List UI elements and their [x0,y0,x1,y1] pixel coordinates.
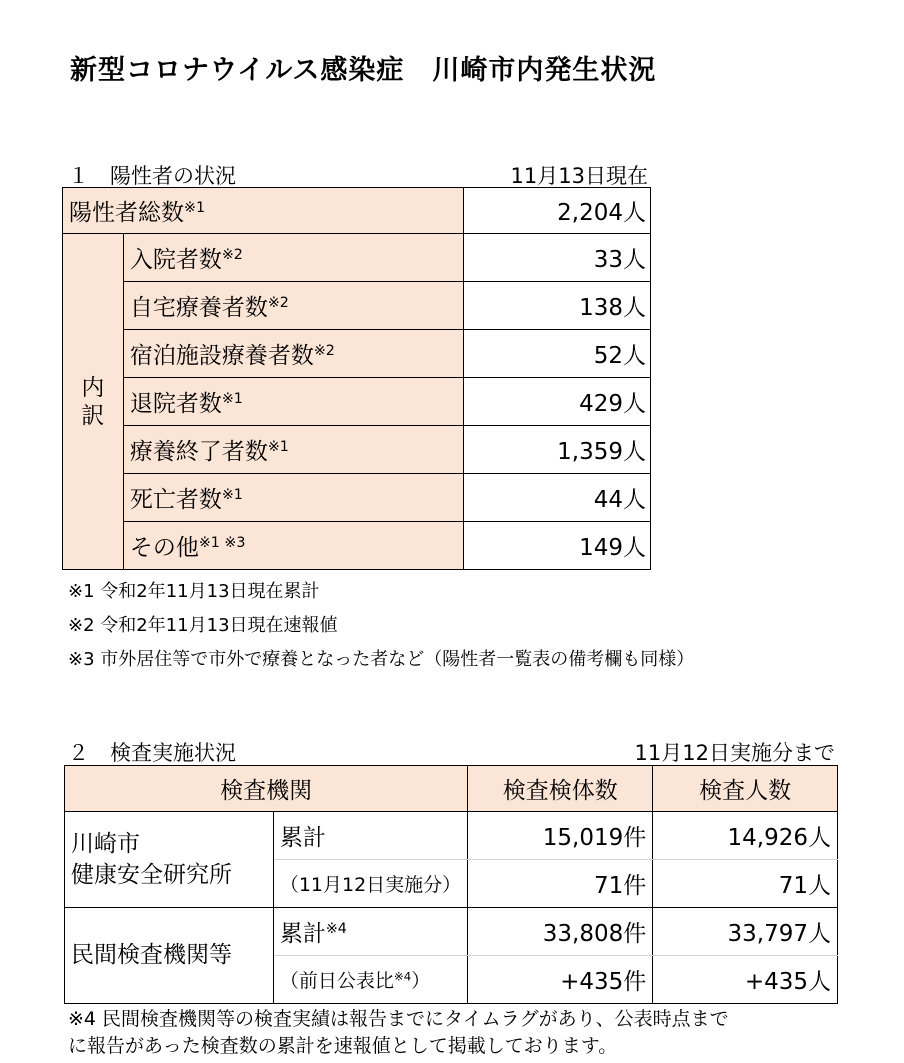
row-label: （前日公表比 [279,970,394,992]
section1-heading-text: １ 陽性者の状況 [68,164,236,188]
total-row [63,188,651,234]
section2-as-of: 11月12日実施分まで [634,741,835,765]
row-label: 累計 [279,921,326,947]
row-value: 429人 [464,378,651,426]
row-label: 自宅療養者数 [129,295,268,321]
people-value: +435人 [653,956,838,1004]
row-label-cell [273,812,467,860]
section1-as-of: 11月13日現在 [510,164,648,188]
header-samples: 検査検体数 [468,766,653,812]
note-4-line: に報告があった検査数の累計を速報値として掲載しております。 [68,1035,618,1057]
row-label: 退院者数 [129,391,222,417]
table-row [65,812,838,860]
row-mark: ※2 [221,247,243,264]
testing-table [64,765,838,1004]
positive-status-table [62,187,651,570]
samples-value: 15,019件 [468,812,653,860]
row-value: 33人 [464,234,651,282]
row-value: 138人 [464,282,651,330]
people-value: 33,797人 [653,908,838,956]
breakdown-label-line: 内 [81,374,105,401]
table-row [63,234,651,282]
breakdown-label-line: 訳 [81,402,105,429]
samples-value: 33,808件 [468,908,653,956]
org-name-line: 健康安全研究所 [71,861,232,888]
row-value: 1,359人 [464,426,651,474]
table-row [63,282,651,330]
row-mark: ※4 [393,969,412,984]
page-title: 新型コロナウイルス感染症 川崎市内発生状況 [70,55,657,86]
row-value: 149人 [464,522,651,570]
table-row [65,908,838,956]
row-mark: ※1 [221,487,243,504]
row-mark: ※1 ※3 [198,535,246,552]
row-label-cell [273,908,467,956]
row-mark: ※1 [267,439,289,456]
row-label: 入院者数 [129,247,222,273]
total-mark: ※1 [184,200,206,217]
people-value: 14,926人 [653,812,838,860]
note-3: ※3 市外居住等で市外で療養となった者など（陽性者一覧表の備考欄も同様） [68,649,695,670]
header-people: 検査人数 [653,766,838,812]
note-4-line: ※4 民間検査機関等の検査実績は報告までにタイムラグがあり、公表時点まで [68,1008,729,1030]
header-row [65,766,838,812]
row-value: 52人 [464,330,651,378]
row-label-cell [273,860,467,908]
row-label: 累計 [279,825,326,851]
people-value: 71人 [653,860,838,908]
org-name [65,812,274,908]
table-row [63,474,651,522]
section2-heading [68,737,236,767]
row-label-cell [273,956,467,1004]
row-value: 44人 [464,474,651,522]
row-mark: ※4 [325,921,347,938]
org-name-line: 川崎市 [71,830,140,857]
section1-heading [68,160,236,190]
row-mark: ※1 [221,391,243,408]
table-row [63,426,651,474]
org-name [65,908,274,1004]
breakdown-label [63,234,124,570]
table-row [63,330,651,378]
header-institution: 検査機関 [65,766,468,812]
org-name-line: 民間検査機関等 [71,942,232,968]
samples-value: 71件 [468,860,653,908]
row-label: 宿泊施設療養者数 [129,343,314,369]
row-mark: ※2 [313,343,335,360]
row-mark: ※2 [267,295,289,312]
table-row [63,522,651,570]
total-value: 2,204人 [464,188,651,234]
samples-value: +435件 [468,956,653,1004]
row-label: （11月12日実施分） [279,874,462,896]
note-1: ※1 令和2年11月13日現在累計 [68,581,320,602]
table-row [63,378,651,426]
section2-heading-text: ２ 検査実施状況 [68,741,236,765]
row-label: その他 [129,535,199,561]
row-label-suffix: ） [411,970,431,992]
row-label: 死亡者数 [129,487,222,513]
row-label: 療養終了者数 [129,439,268,465]
total-label: 陽性者総数 [69,200,184,226]
note-2: ※2 令和2年11月13日現在速報値 [68,615,338,636]
total-label-cell [63,188,464,234]
